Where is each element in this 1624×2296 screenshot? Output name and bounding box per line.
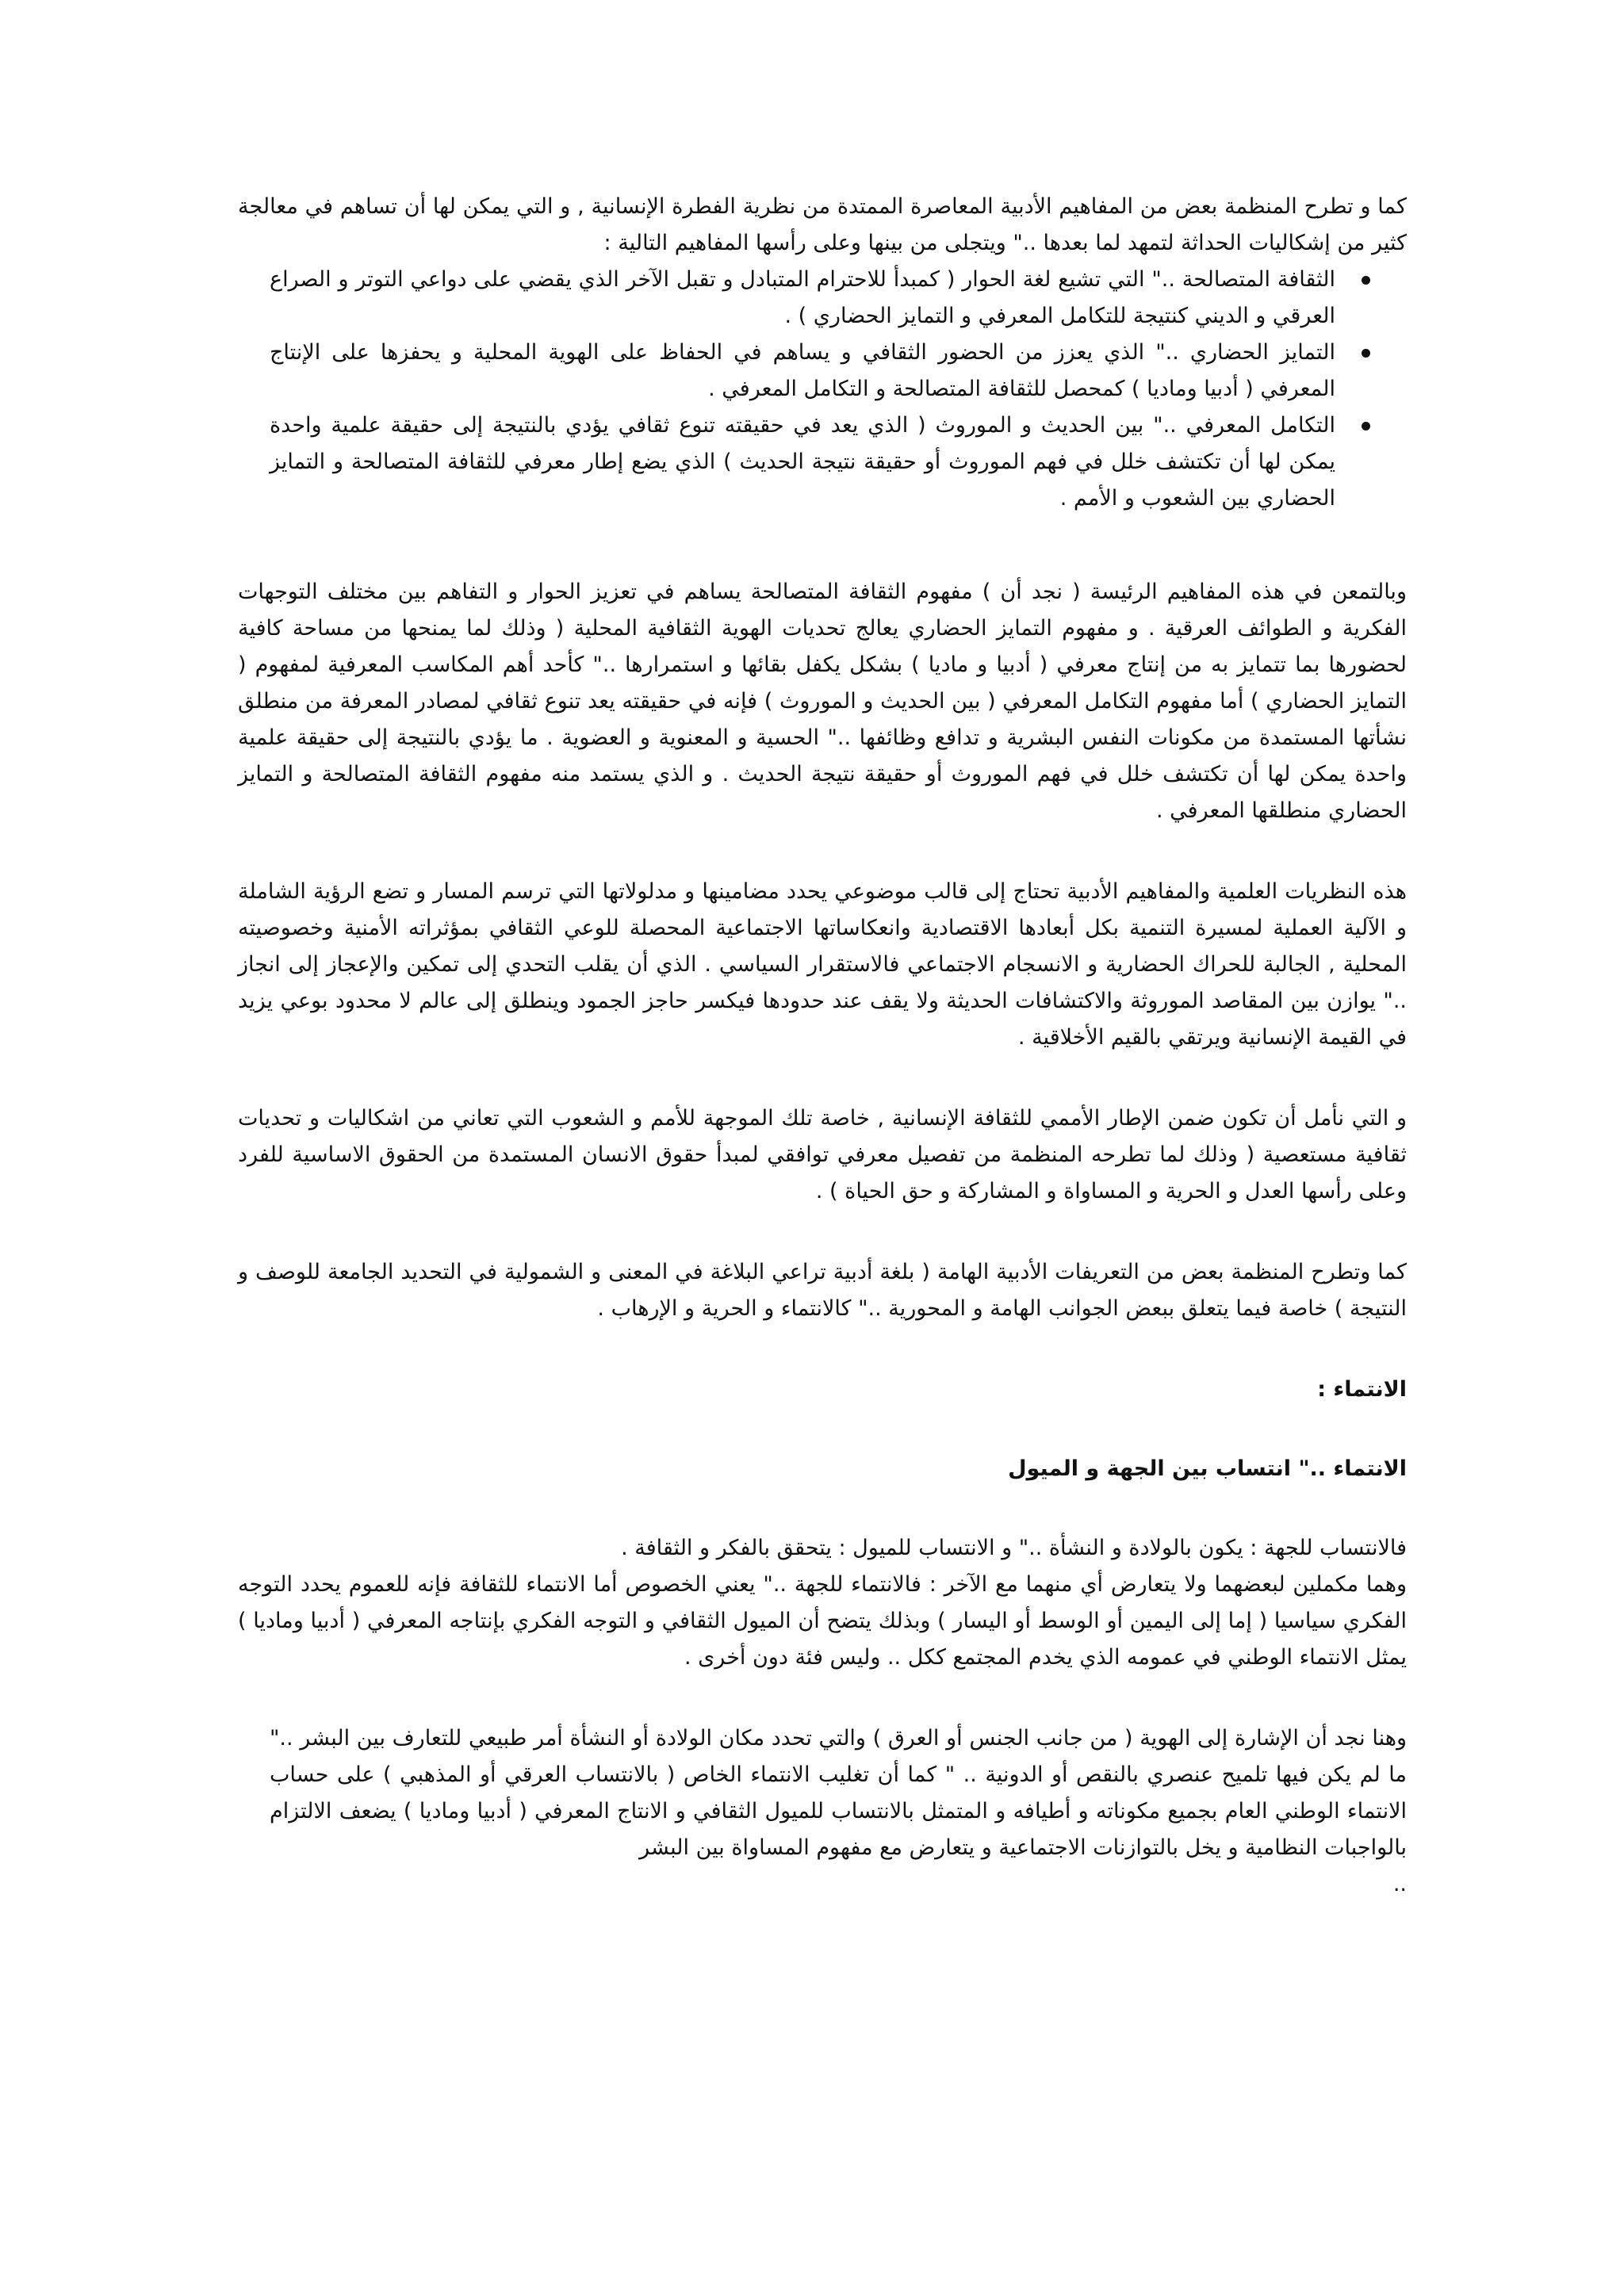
list-item: [238, 262, 1335, 335]
paragraph: و التي نأمل أن تكون ضمن الإطار الأممي للثقافة الإنسانية , خاصة تلك الموجهة للأمم و الشعوب التي تعاني من اشكاليات و تحديات ثقافية مستعصية ( وذلك لما تطرحه المنظمة من تفصيل معرفي توافقي لمبدأ حقوق الانسان المستمدة من الحقوق الاساسية للفرد وعلى رأسها العدل و الحرية و المساواة و المشاركة و حق الحياة ) .: [238, 1106, 1407, 1203]
paragraph: وهما مكملين لبعضهما ولا يتعارض أي منهما مع الآخر : فالانتماء للجهة .." يعني الخصوص أما الانتماء للثقافة فإنه للعموم يحدد التوجه الفكري سياسيا ( إما إلى اليمين أو الوسط أو اليسار ) وبذلك يتضح أن الميول الثقافي و التوجه الفكري بإنتاجه المعرفي ( أدبيا وماديا ) يمثل الانتماء الوطني في عمومه الذي يخدم المجتمع ككل .. وليس فئة دون أخرى .: [238, 1572, 1407, 1670]
list-item-text: الثقافة المتصالحة .." التي تشيع لغة الحوار ( كمبدأ للاحترام المتبادل و تقبل الآخر الذي يقضي على دواعي التوتر و الصراع العرقي و الديني كنتيجة للتكامل المعرفي و التمايز الحضاري ) .: [270, 267, 1335, 328]
concepts-list: [238, 262, 1407, 517]
trailing-dots: ..: [1392, 1872, 1407, 1896]
paragraph: وبالتمعن في هذه المفاهيم الرئيسة ( نجد أن ) مفهوم الثقافة المتصالحة يساهم في تعزيز الحوار و التفاهم بين مختلف التوجهات الفكرية و الطوائف العرقية . و مفهوم التمايز الحضاري يعالج تحديات الهوية الثقافية المحلية ( وذلك لما يمنحها من مساحة كافية لحضورها بما تتمايز به من إنتاج معرفي ( أدبيا و ماديا ) بشكل يكفل بقائها و استمرارها .." كأحد أهم المكاسب المعرفية لمفهوم ( التمايز الحضاري ) أما مفهوم التكامل المعرفي ( بين الحديث و الموروث ) فإنه في حقيقته يعد تنوع ثقافي لمصادر المعرفة من منطلق نشأتها المستمدة من مكونات النفس البشرية و تدافع وظائفها .." الحسية و المعنوية و العضوية . ما يؤدي بالنتيجة إلى حقيقة علمية واحدة يمكن لها أن تكتشف خلل في فهم الموروث أو حقيقة نتيجة الحديث . و الذي يستمد منه مفهوم الثقافة المتصالحة و التمايز الحضاري منطلقها المعرفي .: [238, 580, 1407, 823]
document-page: [238, 189, 1407, 1903]
intro-paragraph: كما و تطرح المنظمة بعض من المفاهيم الأدبية المعاصرة الممتدة من نظرية الفطرة الإنسانية , و التي يمكن لها أن تساهم في معالجة كثير من إشكاليات الحداثة لتمهد لما بعدها .." ويتجلى من بينها وعلى رأسها المفاهيم التالية :: [238, 194, 1407, 255]
paragraph: كما وتطرح المنظمة بعض من التعريفات الأدبية الهامة ( بلغة أدبية تراعي البلاغة في المعنى و الشمولية في التحديد الجامعة للوصف و النتيجة ) خاصة فيما يتعلق ببعض الجوانب الهامة و المحورية .." كالانتماء و الحرية و الإرهاب .: [238, 1260, 1407, 1321]
paragraph: وهنا نجد أن الإشارة إلى الهوية ( من جانب الجنس أو العرق ) والتي تحدد مكان الولادة أو النشأة أمر طبيعي للتعارف بين البشر .." ما لم يكن فيها تلميح عنصري بالنقص أو الدونية .. " كما أن تغليب الانتماء الخاص ( بالانتساب العرقي أو المذهبي ) على حساب الانتماء الوطني العام بجميع مكوناته و أطيافه و المتمثل بالانتساب للميول الثقافي و الانتاج المعرفي ( أدبيا وماديا ) يضعف الالتزام بالواجبات النظامية و يخل بالتوازنات الاجتماعية و يتعارض مع مفهوم المساواة بين البشر: [270, 1726, 1407, 1860]
section-heading: الانتماء :: [1317, 1377, 1407, 1402]
list-item-text: التمايز الحضاري .." الذي يعزز من الحضور الثقافي و يساهم في الحفاظ على الهوية المحلية و يحفزها على الإنتاج المعرفي ( أدبيا وماديا ) كمحصل للثقافة المتصالحة و التكامل المعرفي .: [270, 340, 1335, 401]
list-item-text: التكامل المعرفي .." بين الحديث و الموروث ( الذي يعد في حقيقته تنوع ثقافي يؤدي بالنتيجة إلى حقيقة علمية واحدة يمكن لها أن تكتشف خلل في فهم الموروث أو حقيقة نتيجة الحديث ) الذي يضع إطار معرفي للثقافة المتصالحة و التمايز الحضاري بين الشعوب و الأمم .: [270, 413, 1335, 511]
list-item: [238, 408, 1335, 517]
paragraph: هذه النظريات العلمية والمفاهيم الأدبية تحتاج إلى قالب موضوعي يحدد مضامينها و مدلولاتها التي ترسم المسار و تضع الرؤية الشاملة و الآلية العملية لمسيرة التنمية بكل أبعادها الاقتصادية وانعكاساتها الاجتماعية المحصلة للوعي الثقافي بمؤثراته الأمنية وخصوصيته المحلية , الجالبة للحراك الحضارية و الانسجام الاجتماعي فالاستقرار السياسي . الذي أن يقلب التحدي إلى تمكين والإعجاز إلى انجاز .." يوازن بين المقاصد الموروثة والاكتشافات الحديثة ولا يقف عند حدودها فيكسر حاجز الجمود وينطلق إلى عالم لا محدود بوعي يزيد في القيمة الإنسانية ويرتقي بالقيم الأخلاقية .: [238, 879, 1407, 1050]
paragraph-line: فالانتساب للجهة : يكون بالولادة و النشأة .." و الانتساب للميول : يتحقق بالفكر و الثقافة .: [621, 1536, 1407, 1560]
section-subheading: الانتماء .." انتساب بين الجهة و الميول: [1008, 1456, 1407, 1481]
list-item: [238, 335, 1335, 408]
bullet-icon: [1362, 422, 1370, 430]
bullet-icon: [1362, 349, 1370, 358]
bullet-icon: [1362, 276, 1370, 285]
